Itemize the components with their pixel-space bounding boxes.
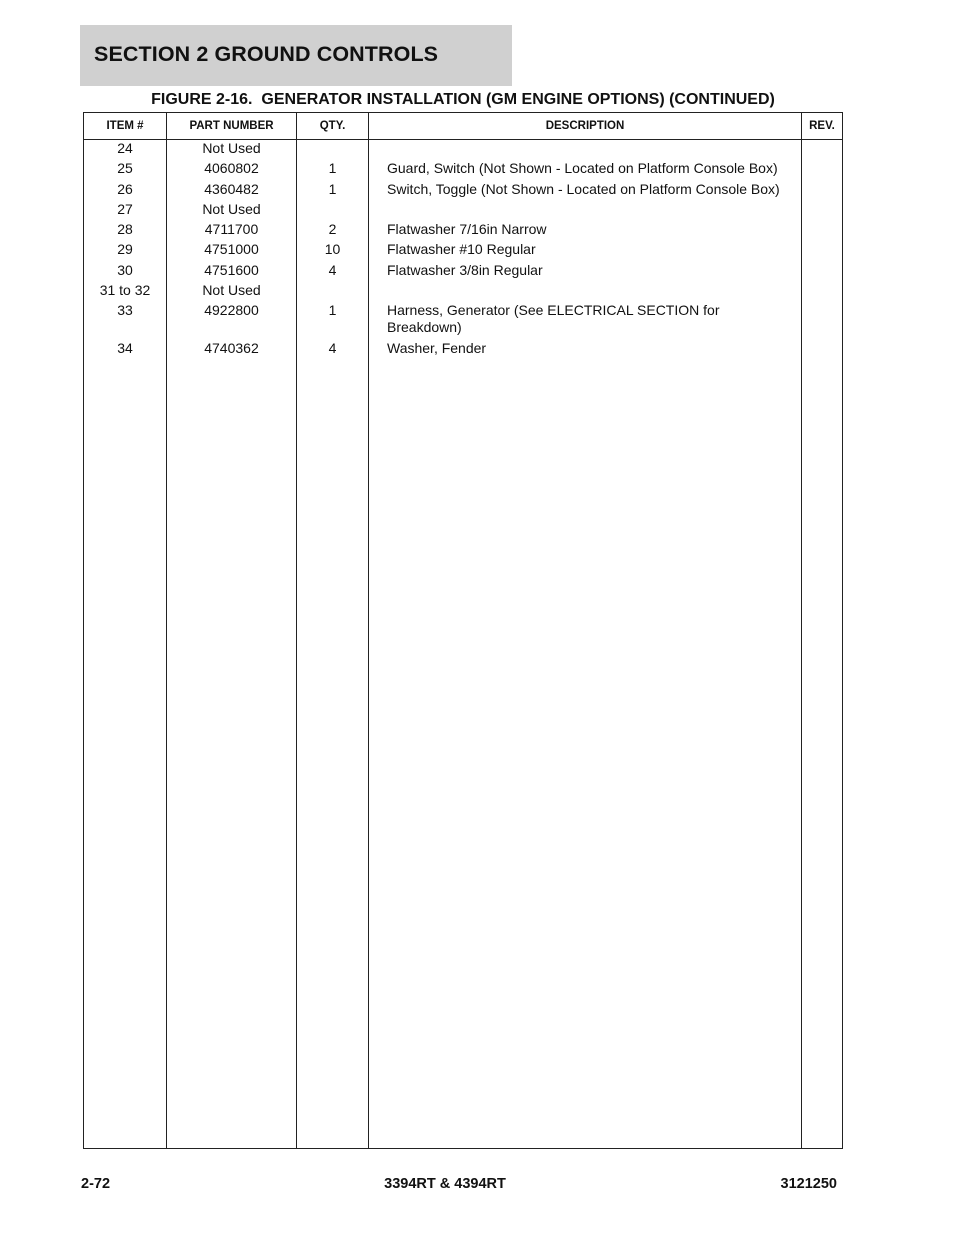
qty-cell: 1	[328, 180, 337, 197]
table-row	[84, 241, 842, 258]
description-cell: Switch, Toggle (Not Shown - Located on Platform Console Box)	[387, 180, 780, 197]
item-cell: 34	[117, 339, 133, 356]
table-body	[84, 140, 842, 360]
table-row	[84, 302, 842, 336]
description-cell: Flatwasher #10 Regular	[387, 241, 536, 258]
table-row	[84, 181, 842, 198]
item-cell: 29	[117, 241, 133, 258]
column-header-description: DESCRIPTION	[545, 120, 625, 132]
table-row	[84, 140, 842, 157]
part-number-cell: 4922800	[204, 302, 259, 319]
column-header-rev: REV.	[809, 120, 835, 132]
description-cell: Guard, Switch (Not Shown - Located on Platform Console Box)	[387, 160, 778, 177]
item-cell: 26	[117, 180, 133, 197]
description-cell: Washer, Fender	[387, 339, 487, 356]
description-cell	[387, 282, 787, 299]
item-cell: 33	[117, 302, 133, 319]
description-cell: Flatwasher 3/8in Regular	[387, 261, 543, 278]
qty-cell: 10	[324, 241, 341, 258]
column-header-item: ITEM #	[106, 120, 144, 132]
table-row	[84, 201, 842, 218]
part-number-cell: 4740362	[204, 339, 259, 356]
qty-cell: 2	[328, 221, 337, 238]
model-name: 3394RT & 4394RT	[384, 1176, 506, 1192]
table-row	[84, 160, 842, 177]
section-title: SECTION 2 GROUND CONTROLS	[94, 42, 439, 66]
table-row	[84, 282, 842, 299]
description-cell	[387, 201, 787, 218]
description-cell: Harness, Generator (See ELECTRICAL SECTION for Breakdown)	[387, 302, 720, 336]
part-number-cell: 4711700	[204, 221, 259, 238]
qty-cell: 4	[328, 339, 337, 356]
item-cell: 28	[117, 221, 133, 238]
item-cell: 25	[117, 160, 133, 177]
part-number-cell: Not Used	[202, 282, 261, 299]
parts-table	[83, 112, 843, 1149]
qty-cell: 1	[328, 302, 337, 319]
part-number-cell: 4360482	[204, 180, 259, 197]
item-cell: 24	[117, 140, 133, 156]
column-header-part-number: PART NUMBER	[189, 120, 274, 132]
part-number-cell: Not Used	[202, 200, 261, 217]
page-footer	[0, 1176, 954, 1196]
table-row	[84, 340, 842, 357]
table-row	[84, 262, 842, 279]
description-cell	[387, 140, 787, 157]
document-number: 3121250	[780, 1176, 837, 1192]
column-header-qty: QTY.	[319, 120, 346, 132]
page-number: 2-72	[81, 1176, 111, 1192]
part-number-cell: 4751000	[204, 241, 259, 258]
part-number-cell: 4060802	[204, 160, 259, 177]
part-number-cell: 4751600	[204, 261, 259, 278]
item-cell: 27	[117, 200, 133, 217]
item-cell: 31 to 32	[99, 282, 151, 299]
part-number-cell: Not Used	[202, 140, 261, 156]
item-cell: 30	[117, 261, 133, 278]
figure-title: FIGURE 2-16. GENERATOR INSTALLATION (GM ENGINE OPTIONS) (CONTINUED)	[151, 91, 775, 108]
description-cell: Flatwasher 7/16in Narrow	[387, 221, 547, 238]
section-banner	[80, 25, 512, 86]
qty-cell: 1	[328, 160, 337, 177]
table-row	[84, 221, 842, 238]
qty-cell: 4	[328, 261, 337, 278]
